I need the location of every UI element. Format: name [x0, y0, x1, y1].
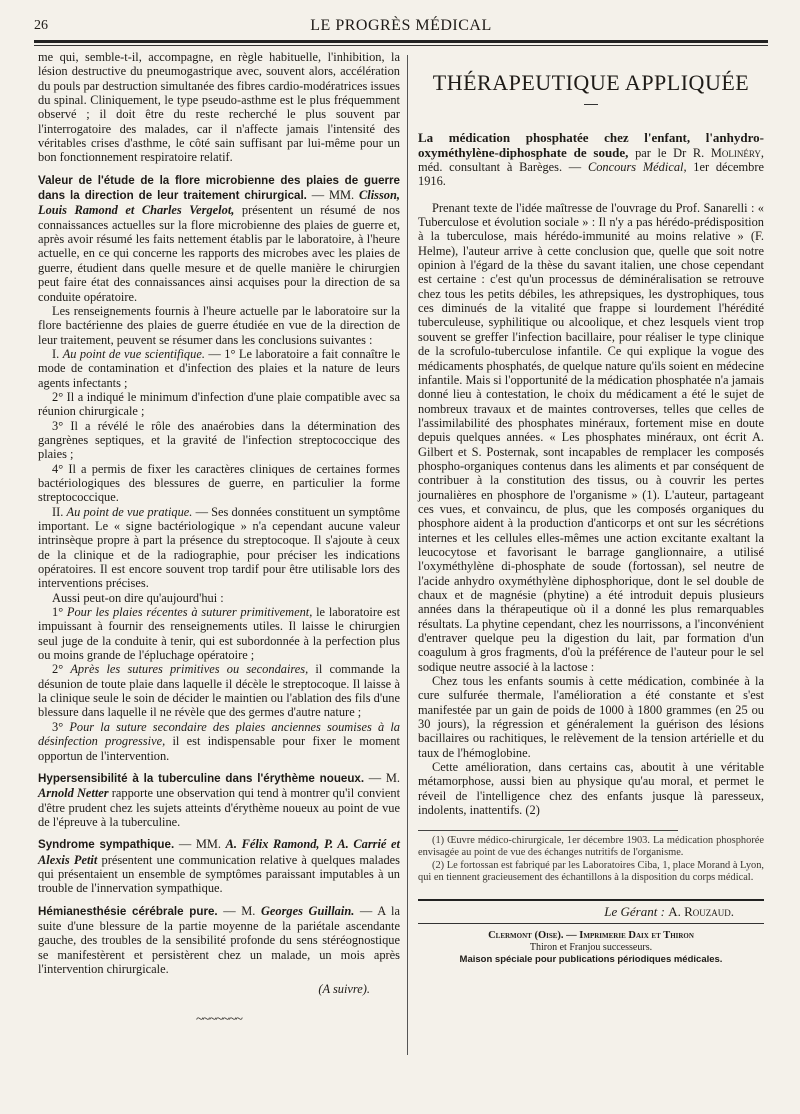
running-title: LE PROGRÈS MÉDICAL — [310, 17, 492, 34]
section-valeur-flore — [38, 173, 400, 304]
dash: — M. — [364, 770, 401, 785]
byline: par le Dr R. — [628, 145, 711, 160]
page-header — [34, 14, 768, 38]
italic-heading: Au point de vue pratique. — [66, 504, 193, 519]
dash: — MM. — [174, 837, 226, 852]
paragraph: Chez tous les enfants soumis à cette médication, combinée à la cure sulfurée thermale, l'amélioration a été constante et s'est manifestée par un gain de poids de 1000 à 1800 grammes (en 25 ou 30 jours), la régression et généralement la guérison des lésions bacillaires ou rachitiques, le relèvement de la tension artérielle et du taux de l'hémoglobine. — [418, 674, 764, 760]
imprint-line: Clermont (Oise). — Imprimerie Daix et Thiron — [488, 929, 694, 941]
paragraph: Les renseignements fournis à l'heure actuelle par le laboratoire sur la flore bactérienne des plaies de guerre étudiée en vue de la direction de leur traitement, peuvent se résumer dans les conclusions suivantes : — [38, 303, 400, 347]
paragraph-text: le laboratoire est impuissant à fournir des renseignements utiles. Il laisse le chirurgien seul juge de la conduite à tenir, qui est subordonnée à la perfection plus ou moins grande de l'épluchage opératoire ; — [38, 605, 401, 663]
paragraph — [38, 662, 400, 719]
paragraph: Prenant texte de l'idée maîtresse de l'ouvrage du Prof. Sanarelli : « Tuberculose et évolution sociale » : Il n'y a pas hérédo-prédisposition à la tuberculose, mais hérédo-immunité au moins relative » (F. Helme), l'auteur arrive à cette conclusion que, quelle que soit notre opinion à l'égard de la thèse du savant italien, une chose cependant est certaine : c'est qu'un processus de déminéralisation se retrouve chez tous les petits débiles, les athrepsiques, les dystrophiques, tous ces diminués de la vitalité que frappe si lourdement l'hérédité tuberculeuse, syphilitique ou alcoolique, et chez lesquels vient trop souvent se greffer l'infection bacillaire, pour réaliser le type clinique de la scrofulo-tuberculose infantile. Ce qui explique la vogue des médicaments phosphatés, de quelque nature qu'ils soient en médecine infantile. Mais si l'opportunité de la médication phosphatée n'a jamais donné lieu à contestation, le choix du médicament a été le sujet de nombreux travaux et de maintes controverses, telles que celles de l'assimilabilité des phosphates minéraux, fortement mise en doute depuis quelques années. « Les phosphates minéraux, ont écrit A. Gilbert et S. Posternak, sont incapables de remplacer les composés phospho-organiques contenus dans les aliments et par conséquent de contribuer à la constitution des tissus, ou à couvrir les pertes journalières en phosphore de l'organisme » (1). L'auteur, partageant ces vues, et convaincu, de plus, que les composés organiques du phosphore aident à la production d'anticorps et ont sur les sécrétions internes et les cellules elles-mêmes une action excitante exaltant la leucocytose et favorisant le barrage ganglionnaire, a utilisé l'oxyméthylène di-phosphate de soude (fortossan), sel neutre de l'acide anhydro oxyméthylène diphosphorique, dont le sel double de chaux et de magnésie (phytine) a été introduit depuis plusieurs années dans la thérapeutique où il a donné les plus remarquables résultats. La phytine cependant, chez les nourrissons, a l'inconvénient d'entraver quelque peu la digestion du lait, par formation d'un coagulum à gros fragments, d'où la préférence de l'auteur pour le sel sodique neutre associé à la lactose : — [418, 200, 764, 674]
gerant-label: Le Gérant : — [604, 903, 669, 919]
gerant-rule — [418, 899, 764, 901]
paragraph-text: il est indispensable pour fixer le moment opportun de l'intervention. — [38, 734, 400, 763]
imprint-line: Thiron et Franjou successeurs. — [529, 941, 653, 953]
article-title: La médication phosphatée chez l'enfant, l'anhydro-oxyméthylène-diphosphate de soude, — [418, 130, 764, 160]
header-rule — [34, 40, 768, 43]
list-number: 3° — [52, 719, 70, 734]
section-title-therapeutique: THÉRAPEUTIQUE APPLIQUÉE — [432, 70, 750, 95]
right-column — [418, 50, 764, 966]
italic-heading: Au point de vue scientifique. — [62, 346, 205, 361]
italic-heading: Pour les plaies récentes à suturer primitivement, — [66, 605, 313, 620]
section-text: présentent un résumé de nos connaissances actuelles sur la flore microbienne des plaies de guerre et, après avoir résumé les faits nettement établis par le laboratoire, à l'heure actuelle, en ce qui concerne les rapports des microbes avec les plaies de guerre, étudient dans quelle mesure et de quelle manière le chirurgien peut faire état des connaissances ainsi acquises pour la direction de sa conduite opératoire. — [38, 203, 400, 304]
section-title: Syndrome sympathique. — [38, 838, 175, 852]
paragraph — [38, 720, 400, 763]
article-source: Concours Médical, — [587, 160, 687, 175]
header-rule-thin — [34, 45, 768, 46]
paragraph: me qui, semble-t-il, accompagne, en règle habituelle, l'inhibition, la lésion destructive du pneumogastrique avec, souvent alors, accélération du pouls par destruction simultanée des fibres cardio-modératrices issues du spinal. Cliniquement, le type pseudo-asthme est le plus fréquemment observé ; il doit être du reste recherché le plus souvent par l'interrogatoire des malades, car il n'affecte jamais l'intensité des véritables crises d'asthme, le côté sain suffisant par lui-même pour un bon fonctionnement respiratoire relatif. — [38, 50, 400, 165]
authors: Georges Guillain. — [260, 903, 355, 918]
paragraph-text: — 1° Le laboratoire a fait connaître le mode de contamination et d'infection des plaies et la nature de leurs agents infectants ; — [38, 346, 400, 390]
italic-heading: Après les sutures primitives ou secondaires, — [70, 662, 309, 677]
authors: Arnold Netter — [38, 786, 109, 801]
footnote-rule — [418, 830, 678, 831]
dash: — M. — [217, 903, 261, 918]
to-be-continued: (A suivre). — [318, 982, 370, 997]
paragraph: 2° Il a indiqué le minimum d'infection d'une plaie compatible avec sa réunion chirurgicale ; — [38, 389, 400, 419]
section-title: Hypersensibilité à la tuberculine dans l'érythème noueux. — [38, 771, 365, 785]
paragraph: Cette amélioration, dans certains cas, aboutit à une véritable métamorphose, aussi bien au physique qu'au moral, et permet le réveil de l'intelligence chez des enfants jusque là paresseux, indolents, inattentifs. (2) — [418, 760, 764, 818]
column-divider — [407, 55, 408, 1055]
italic-heading: Pour la suture secondaire des plaies anciennes soumises à la désinfection progressive, — [38, 719, 400, 749]
author-role: méd. consultant à Barèges. — — [418, 160, 588, 175]
list-number: I. — [52, 346, 63, 361]
footnote: (2) Le fortossan est fabriqué par les Laboratoires Ciba, 1, place Morand à Lyon, qui en tiennent gracieusement des échantillons à la disposition du corps médical. — [418, 859, 764, 883]
section-text: rapporte une observation qui tend à montrer qu'il convient d'être prudent chez les sujets atteints d'érythème noueux au point de vue de l'épreuve à la tuberculine. — [38, 786, 401, 829]
authors: Clisson, Louis Ramond et Charles Vergelot, — [38, 188, 400, 218]
page-number: 26 — [34, 18, 48, 33]
list-number: II. — [52, 504, 67, 519]
section-title: Hémianesthésie cérébrale pure. — [38, 904, 218, 918]
paragraph-text: il commande la désunion de toute plaie dans laquelle il décèle le streptocoque. Il laisse à la clinique seule le soin de décider le maintien ou l'ablation des fils d'une blessure dans laquelle il ne révèle que des germes d'autre nature ; — [38, 662, 400, 720]
imprint-line: Maison spéciale pour publications périodiques médicales. — [459, 953, 723, 965]
short-rule — [584, 104, 598, 105]
gerant-line — [418, 905, 764, 919]
section-hypersensibilite — [38, 771, 400, 829]
printer-imprint — [418, 930, 764, 966]
footnote: (1) Œuvre médico-chirurgicale, 1er décembre 1903. La médication phosphorée envisagée au point de vue des échanges nutritifs de l'organisme. — [418, 834, 764, 858]
article-heading — [418, 131, 764, 188]
dash: — MM. — [306, 188, 359, 203]
paragraph — [38, 347, 400, 390]
article-date: 1er décembre 1916. — [418, 160, 765, 189]
authors: A. Félix Ramond, P. A. Carrié et Alexis Petit — [38, 837, 400, 867]
imprint-rule — [418, 923, 764, 924]
section-text: présentent une communication relative à quelques malades qui présentaient un ensemble de symptômes paraissant imputables à un trouble de l'innervation sympathique. — [38, 852, 400, 896]
paragraph: 3° Il a révélé le rôle des anaérobies dans la détermination des gangrènes septiques, et la gravité de l'infection streptococcique des plaies ; — [38, 418, 400, 462]
ornament-squiggle: ~~~~~~~ — [195, 1011, 243, 1027]
section-syndrome-sympathique — [38, 837, 400, 895]
section-hemianesthesie — [38, 904, 400, 977]
paragraph — [38, 605, 400, 662]
article-author: Molinéry, — [710, 145, 764, 160]
section-text: — A la suite d'une blessure de la partie moyenne de la pariétale ascendante gauche, des troubles de la sensibilité profonde du sens stéréognostique se manifestèrent et persistèrent chez un malade, un mois après l'intervention chirurgicale. — [38, 903, 401, 976]
gerant-name: A. Rouzaud. — [668, 903, 734, 919]
paragraph: Aussi peut-on dire qu'aujourd'hui : — [52, 590, 224, 605]
list-number: 2° — [52, 662, 71, 677]
paragraph: 4° Il a permis de fixer les caractères cliniques de certaines formes bactériologiques des blessures de guerre, en particulier la forme streptococcique. — [38, 461, 400, 505]
list-number: 1° — [52, 605, 67, 620]
section-title: Valeur de l'étude de la flore microbienne des plaies de guerre dans la direction de leur traitement chirurgical. — [38, 173, 400, 203]
left-column — [38, 50, 400, 1027]
paragraph — [38, 505, 400, 591]
paragraph-text: — Ses données constituent un symptôme important. Le « signe bactériologique » n'a cependant aucune valeur intrinsèque propre à part la présence du streptocoque. Il s'ajoute à ceux de la clinique et de la radiographie, pour préciser les indications opératoires. Il est encore souvent trop tardif pour être utilisable lors des interventions précises. — [38, 504, 400, 591]
